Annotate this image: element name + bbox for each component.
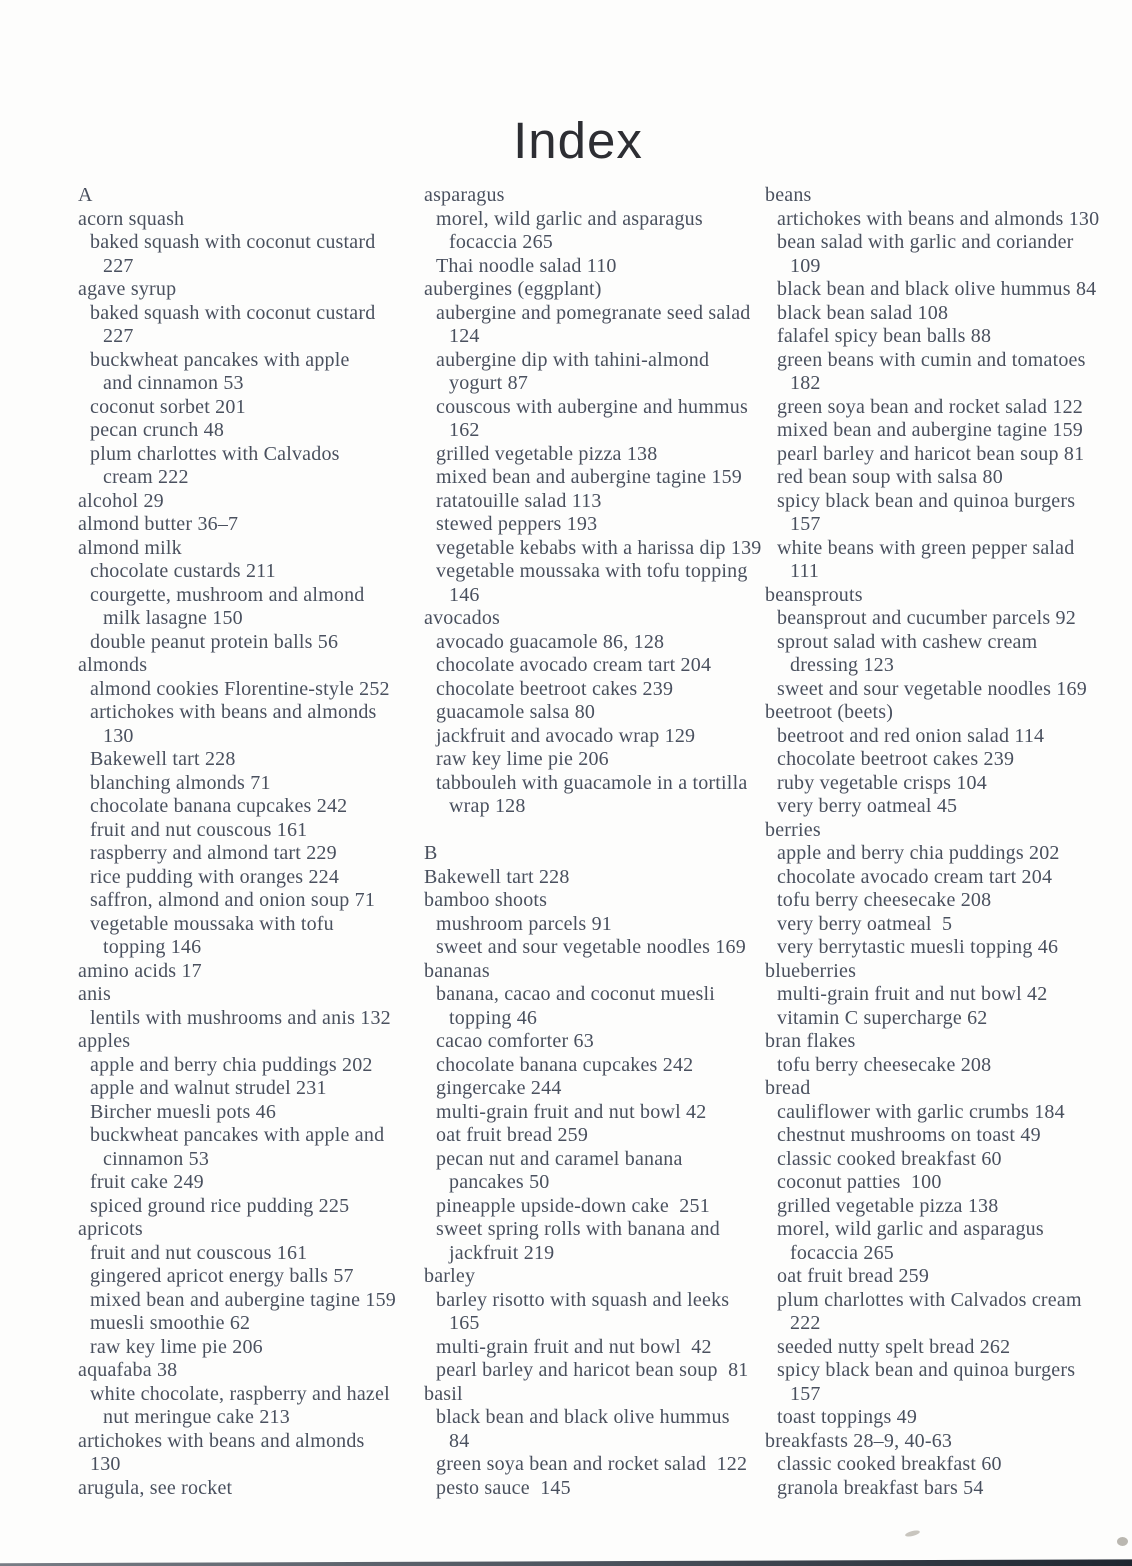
index-line: classic cooked breakfast 60 bbox=[777, 1147, 1002, 1170]
index-line: 162 bbox=[449, 419, 480, 441]
index-line: green soya bean and rocket salad 122 bbox=[436, 1453, 748, 1475]
index-line: chocolate banana cupcakes 242 bbox=[90, 795, 348, 817]
index-line: white chocolate, raspberry and hazel bbox=[90, 1382, 390, 1405]
index-line: beetroot (beets) bbox=[765, 701, 894, 723]
index-line: artichokes with beans and almonds bbox=[78, 1429, 365, 1452]
index-line: 165 bbox=[449, 1312, 480, 1334]
index-line: yogurt 87 bbox=[449, 372, 529, 394]
index-line: 182 bbox=[790, 372, 821, 394]
index-line: vegetable kebabs with a harissa dip 139 bbox=[436, 536, 762, 559]
index-line: aubergine and pomegranate seed salad bbox=[436, 301, 751, 324]
index-line: 222 bbox=[790, 1312, 821, 1334]
index-line: oat fruit bread 259 bbox=[436, 1124, 589, 1146]
index-line: mushroom parcels 91 bbox=[436, 912, 612, 935]
index-line: buckwheat pancakes with apple bbox=[90, 348, 350, 371]
index-line: mixed bean and aubergine tagine 159 bbox=[436, 466, 742, 488]
index-line: apple and berry chia puddings 202 bbox=[90, 1053, 373, 1076]
index-line: almond milk bbox=[78, 536, 182, 559]
index-line: vegetable moussaka with tofu bbox=[90, 912, 334, 935]
index-line: amino acids 17 bbox=[78, 959, 202, 982]
index-line: 109 bbox=[790, 254, 821, 277]
index-line: barley bbox=[424, 1265, 476, 1287]
index-line: multi-grain fruit and nut bowl 42 bbox=[436, 1335, 712, 1358]
index-line: 157 bbox=[790, 513, 821, 535]
index-line: apple and berry chia puddings 202 bbox=[777, 842, 1060, 864]
index-line: and cinnamon 53 bbox=[103, 372, 244, 394]
index-line: 227 bbox=[103, 254, 134, 277]
index-line: lentils with mushrooms and anis 132 bbox=[90, 1006, 391, 1029]
index-line: topping 146 bbox=[103, 936, 202, 958]
index-line bbox=[424, 819, 766, 843]
page-smudge bbox=[1117, 1537, 1128, 1546]
index-line: breakfasts 28–9, 40-63 bbox=[765, 1429, 953, 1452]
index-line: aubergines (eggplant) bbox=[424, 278, 602, 300]
index-line: 157 bbox=[790, 1382, 821, 1405]
index-line: sweet and sour vegetable noodles 169 bbox=[436, 936, 746, 958]
index-line: white beans with green pepper salad bbox=[777, 536, 1075, 559]
index-line: Bircher muesli pots 46 bbox=[90, 1100, 277, 1123]
index-line: artichokes with beans and almonds 130 bbox=[777, 207, 1100, 230]
index-line: saffron, almond and onion soup 71 bbox=[90, 889, 376, 911]
index-line: avocado guacamole 86, 128 bbox=[436, 630, 665, 653]
index-line: aquafaba 38 bbox=[78, 1359, 178, 1381]
index-line: stewed peppers 193 bbox=[436, 513, 598, 535]
index-line: plum charlottes with Calvados bbox=[90, 442, 340, 465]
index-line: tofu berry cheesecake 208 bbox=[777, 1053, 992, 1076]
page-title: Index bbox=[513, 112, 643, 169]
index-line: anis bbox=[78, 983, 112, 1005]
index-line: fruit and nut couscous 161 bbox=[90, 818, 308, 841]
index-line: pancakes 50 bbox=[449, 1171, 550, 1193]
index-line: ratatouille salad 113 bbox=[436, 489, 602, 512]
index-line: B bbox=[424, 842, 438, 864]
index-line: apple and walnut strudel 231 bbox=[90, 1077, 327, 1099]
index-line: chocolate banana cupcakes 242 bbox=[436, 1053, 694, 1076]
index-column-1 bbox=[78, 184, 420, 1500]
index-line: green beans with cumin and tomatoes bbox=[777, 348, 1086, 371]
index-line: apples bbox=[78, 1030, 131, 1052]
index-line: cauliflower with garlic crumbs 184 bbox=[777, 1100, 1065, 1123]
index-line: very berry oatmeal 45 bbox=[777, 795, 958, 817]
index-line: almond cookies Florentine-style 252 bbox=[90, 677, 390, 700]
index-line: A bbox=[78, 184, 93, 206]
index-line: beans bbox=[765, 184, 812, 206]
index-line: beansprouts bbox=[765, 583, 863, 606]
index-line: coconut patties 100 bbox=[777, 1171, 942, 1193]
index-line: guacamole salsa 80 bbox=[436, 701, 596, 723]
page-smudge bbox=[905, 1529, 921, 1537]
index-line: red bean soup with salsa 80 bbox=[777, 466, 1003, 488]
index-line: courgette, mushroom and almond bbox=[90, 583, 365, 606]
index-column-3 bbox=[765, 184, 1115, 1500]
index-line: wrap 128 bbox=[449, 795, 526, 817]
index-line: jackfruit and avocado wrap 129 bbox=[436, 724, 696, 747]
index-line: 111 bbox=[790, 560, 820, 582]
index-line: couscous with aubergine and hummus bbox=[436, 395, 748, 418]
index-line: buckwheat pancakes with apple and bbox=[90, 1124, 385, 1146]
index-line: oat fruit bread 259 bbox=[777, 1265, 930, 1287]
index-line: basil bbox=[424, 1382, 463, 1405]
index-line: pearl barley and haricot bean soup 81 bbox=[436, 1359, 749, 1381]
index-line: beansprout and cucumber parcels 92 bbox=[777, 607, 1076, 629]
index-column-2 bbox=[424, 184, 766, 1500]
index-line: tabbouleh with guacamole in a tortilla bbox=[436, 771, 748, 794]
index-line: toast toppings 49 bbox=[777, 1406, 918, 1428]
index-line: cream 222 bbox=[103, 466, 189, 488]
index-line: muesli smoothie 62 bbox=[90, 1312, 251, 1334]
index-line: raspberry and almond tart 229 bbox=[90, 842, 337, 864]
index-line: black bean and black olive hummus 84 bbox=[777, 278, 1097, 300]
index-line: pearl barley and haricot bean soup 81 bbox=[777, 442, 1085, 465]
index-line: morel, wild garlic and asparagus bbox=[436, 207, 703, 230]
index-line: baked squash with coconut custard bbox=[90, 301, 376, 324]
index-line: avocados bbox=[424, 607, 501, 629]
index-line: Bakewell tart 228 bbox=[424, 865, 570, 888]
index-line: 146 bbox=[449, 583, 480, 606]
index-line: barley risotto with squash and leeks bbox=[436, 1288, 730, 1311]
index-line: plum charlottes with Calvados cream bbox=[777, 1288, 1082, 1311]
index-line: jackfruit 219 bbox=[449, 1241, 555, 1264]
index-line: almonds bbox=[78, 654, 148, 676]
index-line: tofu berry cheesecake 208 bbox=[777, 889, 992, 911]
index-line: milk lasagne 150 bbox=[103, 607, 243, 629]
index-line: dressing 123 bbox=[790, 654, 895, 676]
index-line: artichokes with beans and almonds bbox=[90, 701, 377, 723]
index-line: Bakewell tart 228 bbox=[90, 748, 236, 770]
index-line: berries bbox=[765, 818, 821, 841]
index-line: pineapple upside-down cake 251 bbox=[436, 1194, 710, 1217]
index-line: bread bbox=[765, 1077, 811, 1099]
index-line: bananas bbox=[424, 959, 490, 982]
index-line: cacao comforter 63 bbox=[436, 1030, 594, 1052]
index-line: very berrytastic muesli topping 46 bbox=[777, 936, 1059, 958]
index-line: cinnamon 53 bbox=[103, 1147, 210, 1170]
index-line: pecan nut and caramel banana bbox=[436, 1147, 683, 1170]
index-line: falafel spicy bean balls 88 bbox=[777, 325, 992, 347]
index-line: topping 46 bbox=[449, 1006, 538, 1029]
index-line: spicy black bean and quinoa burgers bbox=[777, 489, 1076, 512]
index-line: vitamin C supercharge 62 bbox=[777, 1006, 988, 1029]
index-line: grilled vegetable pizza 138 bbox=[777, 1194, 999, 1217]
index-line: 130 bbox=[90, 1453, 121, 1475]
index-line: ruby vegetable crisps 104 bbox=[777, 771, 987, 794]
index-line: spicy black bean and quinoa burgers bbox=[777, 1359, 1076, 1381]
index-line: mixed bean and aubergine tagine 159 bbox=[90, 1288, 396, 1311]
index-line: nut meringue cake 213 bbox=[103, 1406, 290, 1428]
index-line: sweet spring rolls with banana and bbox=[436, 1218, 720, 1240]
index-line: granola breakfast bars 54 bbox=[777, 1476, 984, 1499]
page-bottom-edge bbox=[0, 1559, 1132, 1566]
index-line: chestnut mushrooms on toast 49 bbox=[777, 1124, 1041, 1146]
index-line: chocolate avocado cream tart 204 bbox=[777, 865, 1053, 888]
index-line: multi-grain fruit and nut bowl 42 bbox=[777, 983, 1048, 1005]
index-line: almond butter 36–7 bbox=[78, 513, 239, 535]
index-line: spiced ground rice pudding 225 bbox=[90, 1194, 350, 1217]
index-line: chocolate avocado cream tart 204 bbox=[436, 654, 712, 676]
index-line: black bean and black olive hummus bbox=[436, 1406, 730, 1428]
index-line: double peanut protein balls 56 bbox=[90, 630, 339, 653]
index-line: fruit and nut couscous 161 bbox=[90, 1241, 308, 1264]
index-line: alcohol 29 bbox=[78, 489, 164, 512]
index-line: grilled vegetable pizza 138 bbox=[436, 442, 658, 465]
index-line: pecan crunch 48 bbox=[90, 419, 225, 441]
index-line: blueberries bbox=[765, 959, 857, 982]
index-line: banana, cacao and coconut muesli bbox=[436, 983, 716, 1005]
index-line: morel, wild garlic and asparagus bbox=[777, 1218, 1044, 1240]
index-line: beetroot and red onion salad 114 bbox=[777, 724, 1045, 747]
index-line: Thai noodle salad 110 bbox=[436, 254, 617, 277]
index-line: 227 bbox=[103, 325, 134, 347]
index-line: bean salad with garlic and coriander bbox=[777, 231, 1074, 253]
index-line: bran flakes bbox=[765, 1030, 856, 1052]
index-line: seeded nutty spelt bread 262 bbox=[777, 1335, 1011, 1358]
index-line: rice pudding with oranges 224 bbox=[90, 865, 340, 888]
index-line: classic cooked breakfast 60 bbox=[777, 1453, 1002, 1475]
index-line: blanching almonds 71 bbox=[90, 771, 271, 794]
index-line: 124 bbox=[449, 325, 480, 347]
index-line: aubergine dip with tahini-almond bbox=[436, 348, 710, 371]
index-line: agave syrup bbox=[78, 278, 177, 300]
index-line: apricots bbox=[78, 1218, 143, 1240]
index-line: baked squash with coconut custard bbox=[90, 231, 376, 253]
index-line: focaccia 265 bbox=[790, 1241, 895, 1264]
index-line: raw key lime pie 206 bbox=[436, 748, 609, 770]
index-line: 130 bbox=[103, 724, 134, 747]
index-line: asparagus bbox=[424, 184, 505, 206]
index-line: focaccia 265 bbox=[449, 231, 554, 253]
index-line: sprout salad with cashew cream bbox=[777, 630, 1038, 653]
index-line: black bean salad 108 bbox=[777, 301, 949, 324]
index-line: pesto sauce 145 bbox=[436, 1476, 571, 1499]
index-line: arugula, see rocket bbox=[78, 1476, 233, 1499]
index-line: chocolate custards 211 bbox=[90, 560, 276, 582]
index-line: mixed bean and aubergine tagine 159 bbox=[777, 419, 1083, 441]
index-line: multi-grain fruit and nut bowl 42 bbox=[436, 1100, 707, 1123]
index-line: chocolate beetroot cakes 239 bbox=[436, 677, 674, 700]
index-line: chocolate beetroot cakes 239 bbox=[777, 748, 1015, 770]
index-line: green soya bean and rocket salad 122 bbox=[777, 395, 1083, 418]
index-line: sweet and sour vegetable noodles 169 bbox=[777, 677, 1087, 700]
index-line: gingercake 244 bbox=[436, 1077, 562, 1099]
index-line: bamboo shoots bbox=[424, 889, 548, 911]
index-line: gingered apricot energy balls 57 bbox=[90, 1265, 354, 1287]
index-line: very berry oatmeal 5 bbox=[777, 912, 953, 935]
index-line: fruit cake 249 bbox=[90, 1171, 204, 1193]
index-line: acorn squash bbox=[78, 207, 185, 230]
index-line: coconut sorbet 201 bbox=[90, 395, 246, 418]
index-line: raw key lime pie 206 bbox=[90, 1335, 263, 1358]
index-line: vegetable moussaka with tofu topping bbox=[436, 560, 748, 582]
index-line: 84 bbox=[449, 1429, 470, 1452]
